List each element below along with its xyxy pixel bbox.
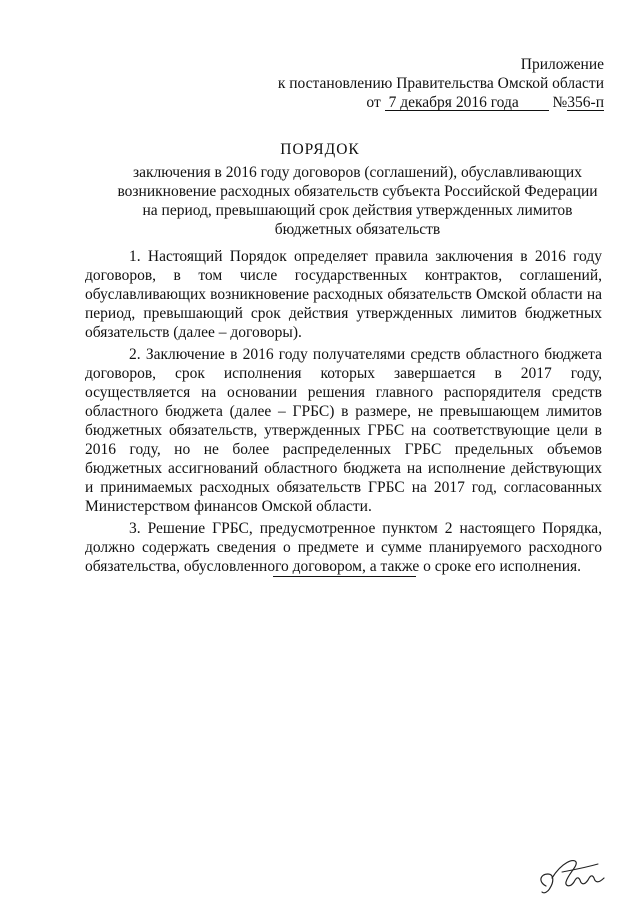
paragraph-2: 2. Заключение в 2016 году получателями средств областного бюджета договоров, срок исполнения которых завершается в 2017 году, осуществляется на основании решения главного распорядителя средств областного бюджета (далее – ГРБС) в размере, не превышающем лимитов бюджетных обязательств, утвержденных ГРБС на соответствующие цели в 2016 году, но не более распределенных ГРБС предельных объемов бюджетных ассигнований областного бюджета на исполнение действующих и принимаемых расходных обязательств ГРБС на 2017 год, согласованных Министерством финансов Омской области. [85,346,602,515]
appendix-header [278,55,604,112]
end-divider [273,576,416,577]
paragraph-1: 1. Настоящий Порядок определяет правила заключения в 2016 году договоров, в том числе государственных контрактов, соглашений, обуславливающих возникновение расходных обязательств Омской области на период, превышающий срок действия утвержденных лимитов бюджетных обязательств (далее – договоры). [85,248,602,341]
appendix-label: Приложение [520,56,604,73]
number-prefix: № [552,94,568,111]
resolution-number: 356-п [567,94,604,111]
document-body [85,247,602,579]
appendix-resolution: к постановлению Правительства Омской области [277,75,604,92]
handwritten-signature [532,852,612,898]
document-subtitle: заключения в 2016 году договоров (соглашений), обуславливающих возникновение расходных обязательств субъекта Российской Федерации на период, превышающий срок действия утвержденных лимитов бюджетных обязательств [117,164,598,238]
document-title: ПОРЯДОК [280,141,360,158]
date-prefix: от [366,94,381,111]
appendix-date-line [278,93,604,112]
resolution-date: 7 декабря 2016 года [385,95,549,111]
paragraph-3: 3. Решение ГРБС, предусмотренное пунктом 2 настоящего Порядка, должно содержать сведения о предмете и сумме планируемого расходного обязательства, обусловленного договором, а также о сроке его исполнения. [85,520,602,575]
